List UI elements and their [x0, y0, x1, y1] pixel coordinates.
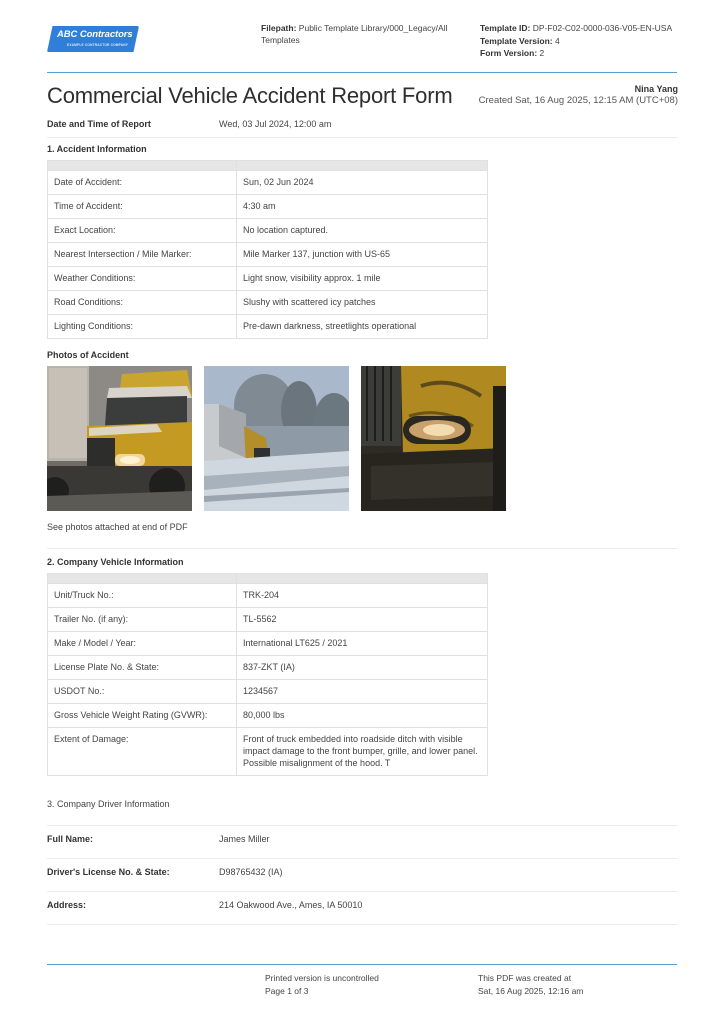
row-label: Road Conditions:: [48, 291, 237, 315]
row-value: Mile Marker 137, junction with US-65: [237, 243, 488, 267]
report-datetime-value: Wed, 03 Jul 2024, 12:00 am: [219, 119, 332, 129]
table-row: [48, 656, 488, 680]
row-label: Make / Model / Year:: [48, 632, 237, 656]
footer-right: [478, 972, 583, 998]
row-value: Sun, 02 Jun 2024: [237, 171, 488, 195]
row-label: Date of Accident:: [48, 171, 237, 195]
template-id-line: [480, 22, 690, 35]
row-label: License Plate No. & State:: [48, 656, 237, 680]
row-value: No location captured.: [237, 219, 488, 243]
table-row: [48, 680, 488, 704]
row-label: Nearest Intersection / Mile Marker:: [48, 243, 237, 267]
footer-left: [265, 972, 379, 998]
field-label: Address:: [47, 900, 87, 910]
company-logo: [47, 26, 139, 52]
row-value: International LT625 / 2021: [237, 632, 488, 656]
driver-full-name-field: [47, 826, 677, 859]
logo-title: ABC Contractors: [57, 29, 133, 40]
table-row: [48, 608, 488, 632]
row-value: TL-5562: [237, 608, 488, 632]
pdf-created-label: This PDF was created at: [478, 973, 572, 983]
template-version-label: Template Version:: [480, 35, 553, 46]
row-value: 1234567: [237, 680, 488, 704]
row-value: 4:30 am: [237, 195, 488, 219]
field-value: D98765432 (IA): [219, 867, 283, 877]
row-value: Slushy with scattered icy patches: [237, 291, 488, 315]
table-row: [48, 632, 488, 656]
row-value: Front of truck embedded into roadside ditch with visible impact damage to the front bumper, grille, and lower panel. Possible misalignment of the hood. T: [237, 728, 488, 776]
row-value: Pre-dawn darkness, streetlights operational: [237, 315, 488, 339]
field-label: Driver's License No. & State:: [47, 867, 170, 877]
row-label: USDOT No.:: [48, 680, 237, 704]
footer-divider: [47, 964, 677, 965]
divider: [47, 548, 677, 549]
table-row: [48, 704, 488, 728]
table-row: [48, 315, 488, 339]
table-row: [48, 291, 488, 315]
page-title: Commercial Vehicle Accident Report Form: [47, 83, 453, 108]
template-meta: [480, 22, 690, 60]
table-row: [48, 243, 488, 267]
table-row: [48, 728, 488, 776]
row-label: Time of Accident:: [48, 195, 237, 219]
row-value: TRK-204: [237, 584, 488, 608]
table-row: [48, 195, 488, 219]
template-id-label: Template ID:: [480, 23, 531, 33]
author-name: Nina Yang: [634, 84, 678, 94]
pdf-created-value: Sat, 16 Aug 2025, 12:16 am: [478, 986, 584, 996]
uncontrolled-notice: Printed version is uncontrolled: [265, 973, 379, 983]
report-datetime-label: Date and Time of Report: [47, 119, 151, 129]
table-row: [48, 219, 488, 243]
row-label: Lighting Conditions:: [48, 315, 237, 339]
created-timestamp: Created Sat, 16 Aug 2025, 12:15 AM (UTC+08): [478, 95, 678, 106]
field-value: 214 Oakwood Ave., Ames, IA 50010: [219, 900, 363, 910]
section-vehicle-information-title: 2. Company Vehicle Information: [47, 557, 184, 567]
section-accident-information-title: 1. Accident Information: [47, 144, 147, 154]
filepath-meta: [261, 22, 471, 46]
field-label: Full Name:: [47, 834, 94, 844]
row-label: Gross Vehicle Weight Rating (GVWR):: [48, 704, 237, 728]
filepath-value: Public Template Library/000_Legacy/All Templates: [261, 23, 448, 45]
form-version-value: 2: [539, 48, 545, 58]
table-header-row: [48, 574, 488, 584]
template-id-value: DP-F02-C02-0000-036-V05-EN-USA: [532, 23, 673, 33]
accident-photo-2[interactable]: [204, 366, 349, 511]
row-value: Light snow, visibility approx. 1 mile: [237, 267, 488, 291]
truck-cab-photo-icon: [47, 366, 192, 511]
row-label: Unit/Truck No.:: [48, 584, 237, 608]
filepath-label: Filepath:: [261, 23, 297, 33]
row-label: Weather Conditions:: [48, 267, 237, 291]
table-row: [48, 267, 488, 291]
row-label: Exact Location:: [48, 219, 237, 243]
logo-subtitle: EXAMPLE CONTRACTOR COMPANY: [67, 43, 129, 47]
divider: [47, 137, 677, 138]
table-row: [48, 584, 488, 608]
row-label: Trailer No. (if any):: [48, 608, 237, 632]
row-value: 837-ZKT (IA): [237, 656, 488, 680]
damaged-front-photo-icon: [361, 366, 506, 511]
header-divider: [47, 72, 677, 73]
driver-license-field: [47, 859, 677, 892]
row-label: Extent of Damage:: [48, 728, 237, 776]
row-value: 80,000 lbs: [237, 704, 488, 728]
table-header-row: [48, 161, 488, 171]
template-version-value: 4: [554, 35, 560, 46]
snowy-ditch-photo-icon: [204, 366, 349, 511]
form-version-label: Form Version:: [480, 48, 538, 58]
driver-address-field: [47, 892, 677, 925]
accident-photo-1[interactable]: [47, 366, 192, 511]
field-value: James Miller: [219, 834, 270, 844]
page-number: Page 1 of 3: [265, 986, 309, 996]
photos-note: See photos attached at end of PDF: [47, 522, 188, 532]
template-version-line: [480, 35, 690, 48]
photos-title: Photos of Accident: [47, 350, 129, 360]
form-version-line: [480, 47, 690, 60]
accident-photo-3[interactable]: [361, 366, 506, 511]
section-driver-information-title: 3. Company Driver Information: [47, 799, 170, 809]
vehicle-information-table: [47, 573, 488, 776]
accident-information-table: [47, 160, 488, 339]
table-row: [48, 171, 488, 195]
